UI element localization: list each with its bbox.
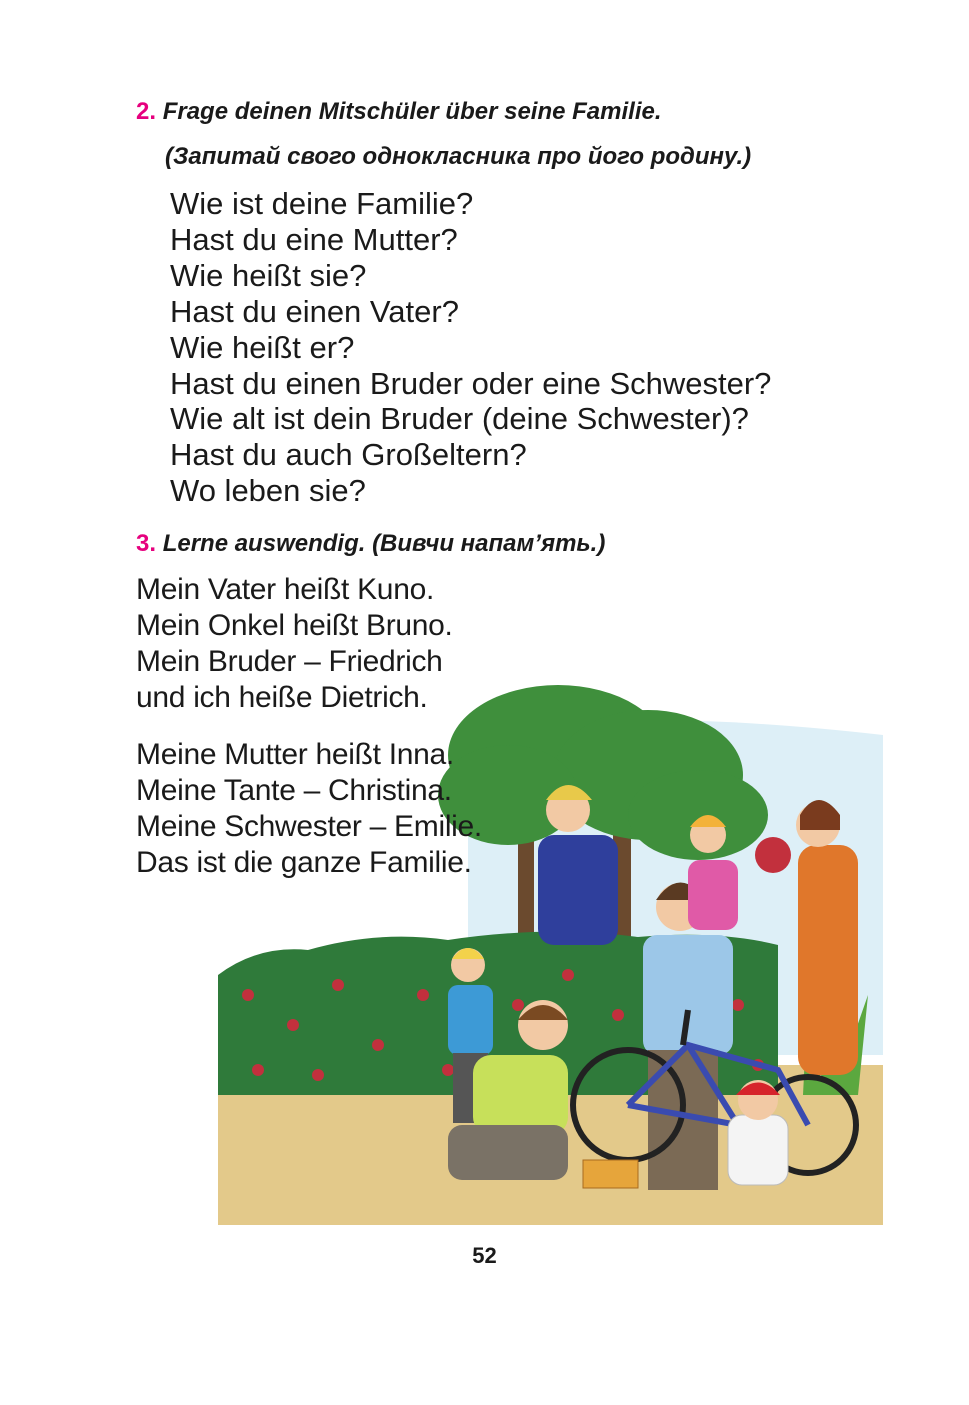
question-line: Hast du eine Mutter? [170,221,458,257]
task-number: 3. [136,530,157,557]
page-number: 52 [472,1243,497,1268]
task-2-translation: (Запитай свого однокласника про його родину.) [165,143,752,170]
question-line: Hast du einen Vater? [170,293,459,329]
question-line: Hast du auch Großeltern? [170,437,527,473]
question-line: Wie alt ist dein Bruder (deine Schwester)? [170,401,749,437]
task-instruction: Lerne auswendig. (Вивчи напам’ять.) [162,530,606,557]
task-2-heading [136,98,662,126]
poem-line: Mein Vater heißt Kuno. [136,573,434,606]
poem-line: Das ist die ganze Familie. [136,846,472,879]
question-line: Wo leben sie? [170,473,366,509]
task-number: 2. [136,98,157,125]
question-line: Wie heißt sie? [170,257,367,293]
poem-line: Mein Onkel heißt Bruno. [136,609,453,642]
task-instruction: Frage deinen Mitschüler über seine Familie. [162,98,662,125]
poem-line: Meine Schwester – Emilie. [136,810,482,843]
poem-line: und ich heiße Dietrich. [136,681,428,714]
question-line: Wie ist deine Familie? [170,186,474,221]
brick [583,1160,638,1188]
poem-line: Meine Mutter heißt Inna. [136,738,454,771]
poem-line: Mein Bruder – Friedrich [136,645,443,678]
poem-line: Meine Tante – Christina. [136,774,452,807]
task-3-heading [136,530,605,558]
poem-stanza-2 [136,737,482,881]
flower-bouquet [755,837,791,873]
question-line: Wie heißt er? [170,329,355,365]
question-list [170,186,771,509]
question-line: Hast du einen Bruder oder eine Schwester? [170,365,772,401]
